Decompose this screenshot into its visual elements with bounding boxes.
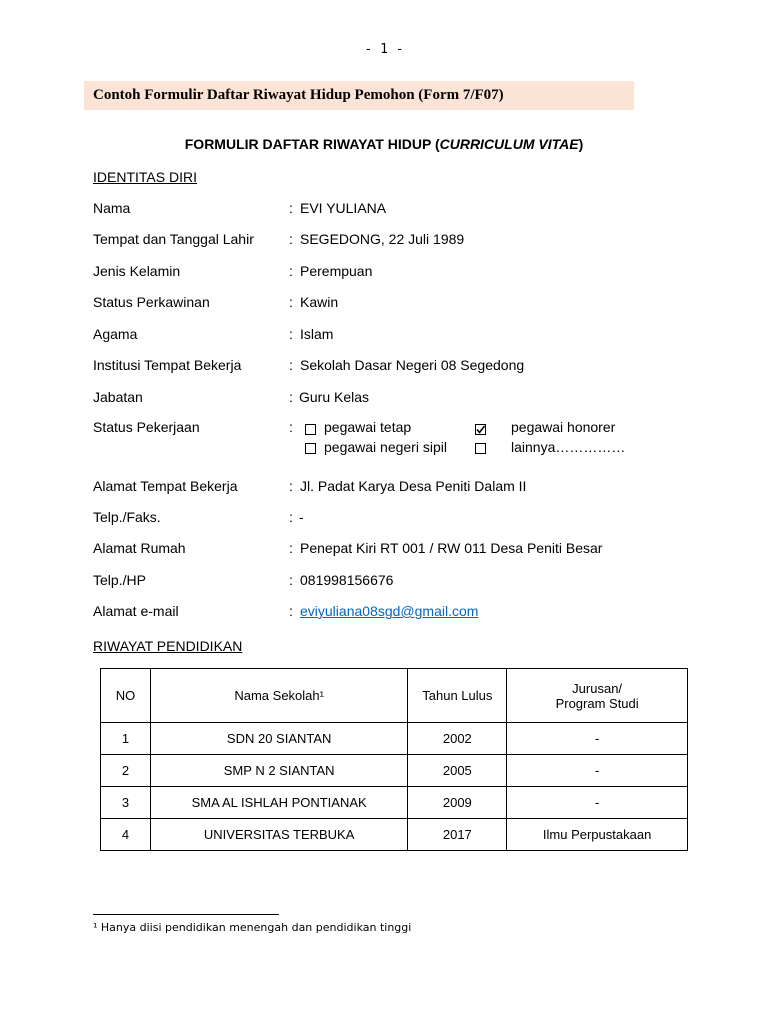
cell-no: 3 <box>101 787 151 819</box>
cell-school: SMP N 2 SIANTAN <box>150 755 408 787</box>
cell-year: 2002 <box>408 723 507 755</box>
table-header-row <box>101 669 688 723</box>
form-title-italic: CURRICULUM VITAE <box>439 136 579 152</box>
label-email: Alamat e-mail <box>93 603 179 619</box>
colon: : <box>289 603 293 619</box>
page-number: - 1 - <box>364 42 404 57</box>
cell-major: - <box>507 723 688 755</box>
cell-major: - <box>507 787 688 819</box>
value-phone: 081998156676 <box>300 572 394 588</box>
value-position: Guru Kelas <box>299 389 370 405</box>
checkbox-pns[interactable] <box>305 443 316 454</box>
colon: : <box>289 263 293 279</box>
label-marital: Status Perkawinan <box>93 294 210 310</box>
value-birth: SEGEDONG, 22 Juli 1989 <box>300 231 465 247</box>
header-major <box>507 669 688 723</box>
value-fax: - <box>299 509 304 525</box>
value-nama: EVI YULIANA <box>300 200 387 216</box>
option-pegawai-tetap: pegawai tetap <box>324 419 412 435</box>
cell-school: UNIVERSITAS TERBUKA <box>150 819 408 851</box>
colon: : <box>289 540 293 556</box>
value-institution: Sekolah Dasar Negeri 08 Segedong <box>300 357 525 373</box>
value-gender: Perempuan <box>300 263 373 279</box>
cell-no: 4 <box>101 819 151 851</box>
value-marital: Kawin <box>300 294 339 310</box>
header-year: Tahun Lulus <box>408 669 507 723</box>
label-institution: Institusi Tempat Bekerja <box>93 357 242 373</box>
footnote: ¹ Hanya diisi pendidikan menengah dan pendidikan tinggi <box>93 921 412 934</box>
checkbox-pegawai-honorer[interactable] <box>475 424 486 435</box>
label-phone: Telp./HP <box>93 572 146 588</box>
cell-year: 2005 <box>408 755 507 787</box>
checkmark-icon <box>475 424 486 435</box>
colon: : <box>289 326 293 342</box>
colon: : <box>289 389 293 405</box>
label-fax: Telp./Faks. <box>93 509 161 525</box>
footnote-divider <box>93 914 279 915</box>
education-heading: RIWAYAT PENDIDIKAN <box>93 638 243 654</box>
option-pegawai-honorer: pegawai honorer <box>511 419 616 435</box>
colon: : <box>289 478 293 494</box>
banner-title: Contoh Formulir Daftar Riwayat Hidup Pemohon (Form 7/F07) <box>93 87 504 103</box>
value-work-address: Jl. Padat Karya Desa Peniti Dalam II <box>300 478 527 494</box>
form-title-suffix: ) <box>578 136 584 152</box>
colon: : <box>289 572 293 588</box>
colon: : <box>289 419 293 435</box>
colon: : <box>289 200 293 216</box>
form-title-prefix: FORMULIR DAFTAR RIWAYAT HIDUP ( <box>184 136 440 152</box>
cell-school: SMA AL ISHLAH PONTIANAK <box>150 787 408 819</box>
identity-heading: IDENTITAS DIRI <box>93 169 197 185</box>
label-religion: Agama <box>93 326 138 342</box>
label-work-address: Alamat Tempat Bekerja <box>93 478 238 494</box>
cell-major: Ilmu Perpustakaan <box>507 819 688 851</box>
label-employment: Status Pekerjaan <box>93 419 200 435</box>
header-school: Nama Sekolah¹ <box>150 669 408 723</box>
header-major-line2: Program Studi <box>555 695 639 711</box>
header-no: NO <box>101 669 151 723</box>
cell-major: - <box>507 755 688 787</box>
table-row <box>101 819 688 851</box>
label-position: Jabatan <box>93 389 143 405</box>
cell-year: 2009 <box>408 787 507 819</box>
label-home-address: Alamat Rumah <box>93 540 186 556</box>
form-title <box>0 136 768 152</box>
cell-no: 2 <box>101 755 151 787</box>
option-pns: pegawai negeri sipil <box>324 439 447 455</box>
header-major-line1: Jurusan/ <box>572 680 623 696</box>
label-gender: Jenis Kelamin <box>93 263 181 279</box>
table-row <box>101 755 688 787</box>
label-birth: Tempat dan Tanggal Lahir <box>93 231 254 247</box>
option-lainnya: lainnya…………… <box>511 439 626 455</box>
colon: : <box>289 357 293 373</box>
value-home-address: Penepat Kiri RT 001 / RW 011 Desa Peniti Besar <box>300 540 603 556</box>
education-table <box>100 668 688 851</box>
cell-school: SDN 20 SIANTAN <box>150 723 408 755</box>
colon: : <box>289 509 293 525</box>
colon: : <box>289 231 293 247</box>
colon: : <box>289 294 293 310</box>
checkbox-lainnya[interactable] <box>475 443 486 454</box>
value-religion: Islam <box>300 326 334 342</box>
table-row <box>101 787 688 819</box>
label-nama: Nama <box>93 200 131 216</box>
cell-year: 2017 <box>408 819 507 851</box>
table-row <box>101 723 688 755</box>
cell-no: 1 <box>101 723 151 755</box>
checkbox-pegawai-tetap[interactable] <box>305 424 316 435</box>
banner <box>84 81 634 110</box>
email-link[interactable]: eviyuliana08sgd@gmail.com <box>300 603 479 619</box>
